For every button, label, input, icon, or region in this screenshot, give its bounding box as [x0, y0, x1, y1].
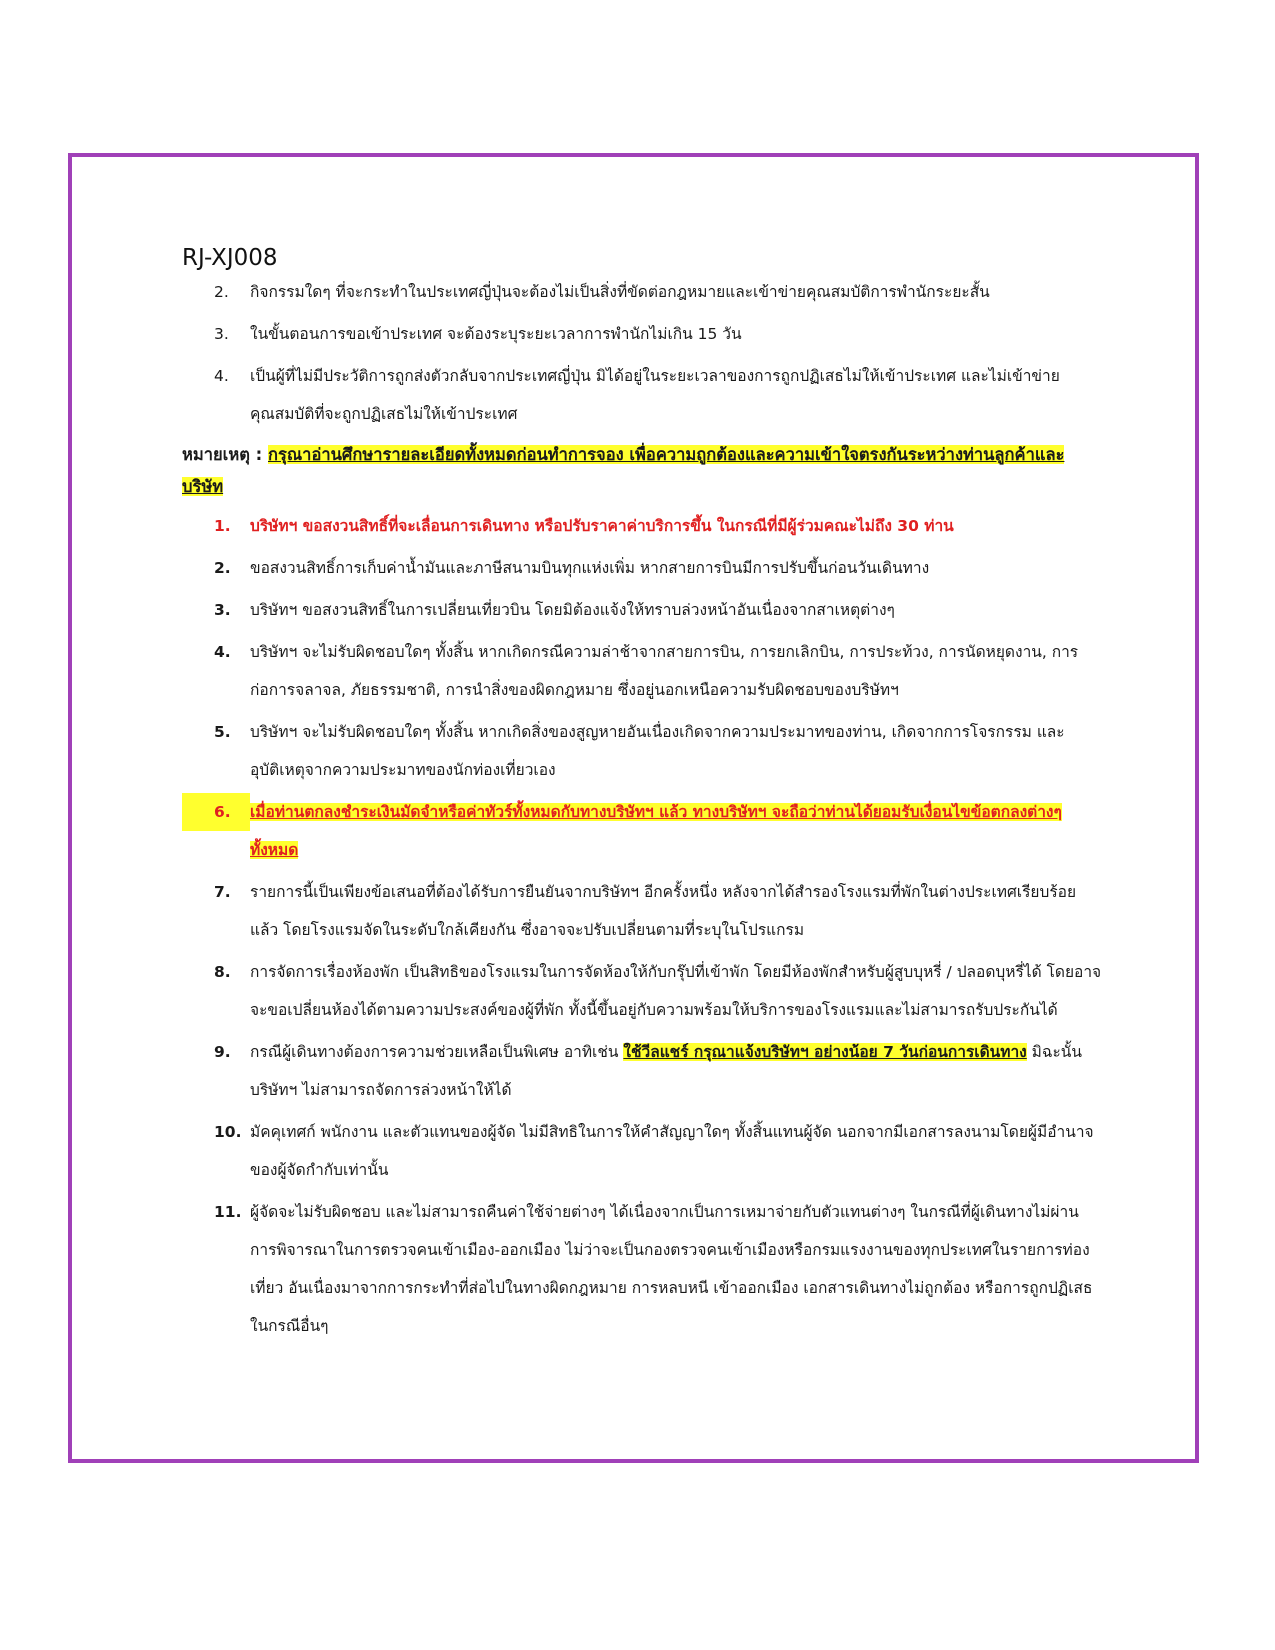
condition-item: 9. กรณีผู้เดินทางต้องการความช่วยเหลือเป็นพิเศษ อาทิเช่น ใช้วีลแชร์ กรุณาแจ้งบริษัทฯ อย่างน้อย 7 วันก่อนการเดินทาง มิฉะนั้นบริษัทฯ ไม่สามารถจัดการล่วงหน้าให้ได้: [214, 1043, 1082, 1099]
conditions-list: [182, 507, 1102, 1345]
condition-item: 8. การจัดการเรื่องห้องพัก เป็นสิทธิของโรงแรมในการจัดห้องให้กับกรุ๊ปที่เข้าพัก โดยมีห้องพักสำหรับผู้สูบบุหรี่ / ปลอดบุหรี่ได้ โดยอาจจะขอเปลี่ยนห้องได้ตามความประสงค์ของผู้ที่พัก ทั้งนี้ขึ้นอยู่กับความพร้อมให้บริการของโรงแรมและไม่สามารถรับประกันได้: [214, 963, 1102, 1019]
document-code: RJ-XJ008: [182, 245, 278, 271]
note-text: กรุณาอ่านศึกษารายละเอียดทั้งหมดก่อนทำการจอง เพื่อความถูกต้องและความเข้าใจตรงกันระหว่างท่านลูกค้าและบริษัท: [182, 445, 1065, 496]
entry-requirements-list: [182, 273, 1102, 433]
note-paragraph: [182, 439, 1102, 503]
document-body: [182, 245, 1102, 1349]
condition-item: 1. บริษัทฯ ขอสงวนสิทธิ์ที่จะเลื่อนการเดินทาง หรือปรับราคาค่าบริการขึ้น ในกรณีที่มีผู้ร่วมคณะไม่ถึง 30 ท่าน: [214, 517, 954, 535]
list-item: 2. กิจกรรมใดๆ ที่จะกระทำในประเทศญี่ปุ่นจะต้องไม่เป็นสิ่งที่ขัดต่อกฎหมายและเข้าข่ายคุณสมบัติการพำนักระยะสั้น: [214, 283, 990, 301]
condition-item: 6. เมื่อท่านตกลงชำระเงินมัดจำหรือค่าทัวร์ทั้งหมดกับทางบริษัทฯ แล้ว ทางบริษัทฯ จะถือว่าท่านได้ยอมรับเงื่อนไขข้อตกลงต่างๆ ทั้งหมด: [182, 793, 1102, 869]
condition-item: 4. บริษัทฯ จะไม่รับผิดชอบใดๆ ทั้งสิ้น หากเกิดกรณีความล่าช้าจากสายการบิน, การยกเลิกบิน, การประท้วง, การนัดหยุดงาน, การก่อการจลาจล, ภัยธรรมชาติ, การนำสิ่งของผิดกฎหมาย ซึ่งอยู่นอกเหนือความรับผิดชอบของบริษัทฯ: [214, 643, 1079, 699]
list-item: 4. เป็นผู้ที่ไม่มีประวัติการถูกส่งตัวกลับจากประเทศญี่ปุ่น มิได้อยู่ในระยะเวลาของการถูกปฏิเสธไม่ให้เข้าประเทศ และไม่เข้าข่ายคุณสมบัติที่จะถูกปฏิเสธไม่ให้เข้าประเทศ: [214, 367, 1060, 423]
list-item: 3. ในขั้นตอนการขอเข้าประเทศ จะต้องระบุระยะเวลาการพำนักไม่เกิน 15 วัน: [214, 325, 742, 343]
condition-item: 3. บริษัทฯ ขอสงวนสิทธิ์ในการเปลี่ยนเที่ยวบิน โดยมิต้องแจ้งให้ทราบล่วงหน้าอันเนื่องจากสาเหตุต่างๆ: [214, 601, 895, 619]
condition-item: 7. รายการนี้เป็นเพียงข้อเสนอที่ต้องได้รับการยืนยันจากบริษัทฯ อีกครั้งหนึ่ง หลังจากได้สำรองโรงแรมที่พักในต่างประเทศเรียบร้อยแล้ว โดยโรงแรมจัดในระดับใกล้เคียงกัน ซึ่งอาจจะปรับเปลี่ยนตามที่ระบุในโปรแกรม: [214, 883, 1077, 939]
condition-item: 2. ขอสงวนสิทธิ์การเก็บค่าน้ำมันและภาษีสนามบินทุกแห่งเพิ่ม หากสายการบินมีการปรับขึ้นก่อนวันเดินทาง: [214, 559, 930, 577]
note-label: หมายเหตุ :: [182, 445, 269, 464]
condition-item: 10. มัคคุเทศก์ พนักงาน และตัวแทนของผู้จัด ไม่มีสิทธิในการให้คำสัญญาใดๆ ทั้งสิ้นแทนผู้จัด นอกจากมีเอกสารลงนามโดยผู้มีอำนาจของผู้จัดกำกับเท่านั้น: [214, 1123, 1094, 1179]
wheelchair-notice: ใช้วีลแชร์ กรุณาแจ้งบริษัทฯ อย่างน้อย 7 วันก่อนการเดินทาง: [623, 1043, 1027, 1061]
condition-item: 11. ผู้จัดจะไม่รับผิดชอบ และไม่สามารถคืนค่าใช้จ่ายต่างๆ ได้เนื่องจากเป็นการเหมาจ่ายกับตัวแทนต่างๆ ในกรณีที่ผู้เดินทางไม่ผ่านการพิจารณาในการตรวจคนเข้าเมือง-ออกเมือง ไม่ว่าจะเป็นกองตรวจคนเข้าเมืองหรือกรมแรงงานของทุกประเทศในรายการท่องเที่ยว อันเนื่องมาจากการกระทำที่ส่อไปในทางผิดกฎหมาย การหลบหนี เข้าออกเมือง เอกสารเดินทางไม่ถูกต้อง หรือการถูกปฏิเสธในกรณีอื่นๆ: [214, 1203, 1093, 1335]
condition-item: 5. บริษัทฯ จะไม่รับผิดชอบใดๆ ทั้งสิ้น หากเกิดสิ่งของสูญหายอันเนื่องเกิดจากความประมาทของท่าน, เกิดจากการโจรกรรม และอุบัติเหตุจากความประมาทของนักท่องเที่ยวเอง: [214, 723, 1065, 779]
page-frame: [68, 153, 1199, 1463]
